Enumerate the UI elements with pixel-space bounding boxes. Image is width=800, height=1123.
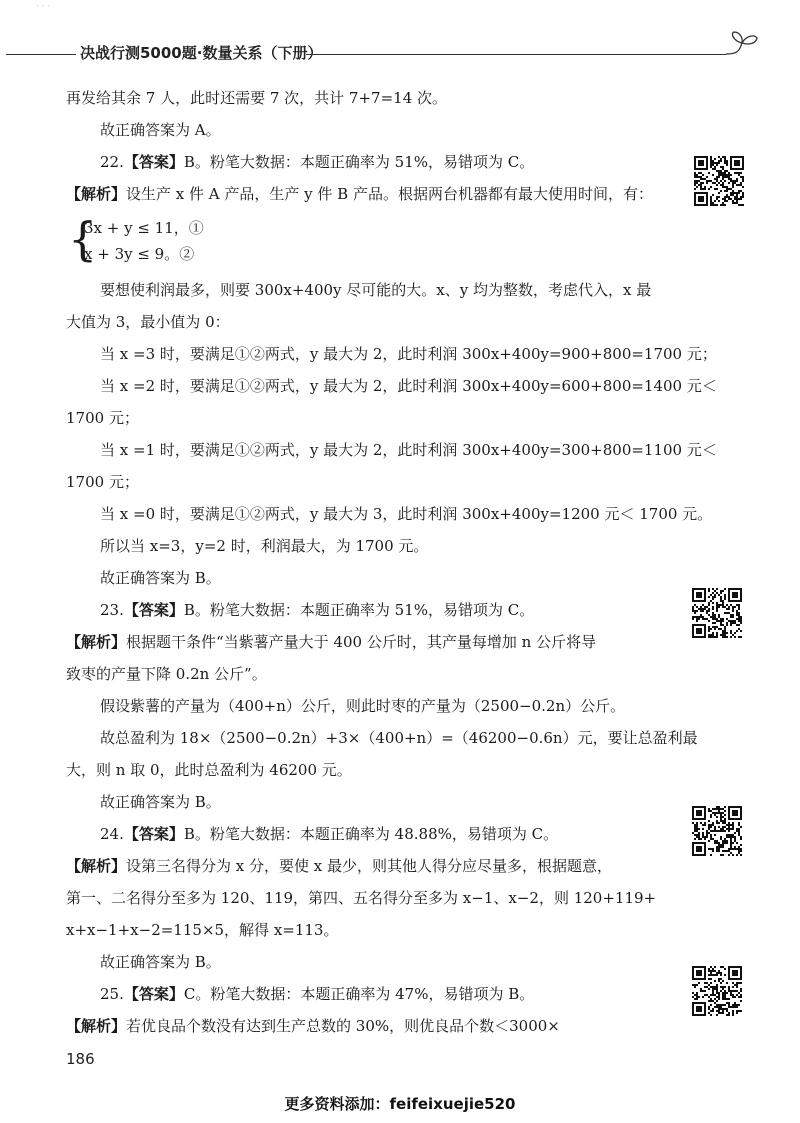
text-line: 所以当 x=3，y=2 时，利润最大，为 1700 元。: [100, 537, 429, 555]
text-line: 大值为 3，最小值为 0：: [66, 313, 230, 331]
qr-code-q24[interactable]: [692, 806, 742, 856]
conclusion-line: 故正确答案为 A。: [100, 121, 221, 139]
q23-answer: [66, 594, 666, 626]
text-line: 要想使利润最多，则要 300x+400y 尽可能的大。x、y 均为整数，考虑代入，x 最: [100, 281, 652, 299]
qr-code-q22[interactable]: [694, 156, 744, 206]
page-number: 186: [66, 1050, 95, 1068]
equation-1: 3x + y ≤ 11，①: [84, 219, 204, 237]
text-line: 当 x =2 时，要满足①②两式，y 最大为 2，此时利润 300x+400y=600+800=1400 元＜: [100, 377, 717, 395]
q24-analysis-text: 设第三名得分为 x 分，要使 x 最少，则其他人得分应尽量多，根据题意，: [126, 857, 613, 875]
text-line: 故总盈利为 18×（2500−0.2n）+3×（400+n）=（46200−0.6n）元，要让总盈利最: [100, 729, 698, 747]
qr-code-q25[interactable]: [692, 966, 742, 1016]
text-line: 当 x =0 时，要满足①②两式，y 最大为 3，此时利润 300x+400y=1200 元＜ 1700 元。: [100, 505, 713, 523]
text-line: 致枣的产量下降 0.2n 公斤”。: [66, 665, 267, 683]
text-line: 大，则 n 取 0，此时总盈利为 46200 元。: [66, 761, 352, 779]
conclusion-line: 故正确答案为 B。: [100, 953, 221, 971]
q25-analysis-text: 若优良品个数没有达到生产总数的 30%，则优良品个数＜3000×: [126, 1017, 560, 1035]
header-rule-left: [6, 54, 76, 55]
q23-number: 23.: [100, 601, 124, 619]
analysis-tag: 【解析】: [66, 185, 127, 203]
q22-answer-text: B。粉笔大数据：本题正确率为 51%，易错项为 C。: [183, 153, 535, 171]
analysis-tag: 【解析】: [66, 1017, 127, 1035]
q22-analysis: [66, 178, 666, 210]
answer-tag: 【答案】: [123, 825, 184, 843]
q25-answer: [66, 978, 666, 1010]
header-rule-right: [306, 54, 726, 55]
text-line: 1700 元；: [66, 409, 139, 427]
text-line: 假设紫薯的产量为（400+n）公斤，则此时枣的产量为（2500−0.2n）公斤。: [100, 697, 626, 715]
text-line: 第一、二名得分至多为 120、119，第四、五名得分至多为 x−1、x−2，则 120+119+: [66, 889, 657, 907]
equation-2: x + 3y ≤ 9。②: [84, 245, 195, 263]
conclusion-line: 故正确答案为 B。: [100, 569, 221, 587]
body-text: [66, 82, 717, 1042]
text-line: x+x−1+x−2=115×5，解得 x=113。: [66, 921, 339, 939]
brace-symbol: {: [68, 212, 98, 266]
running-header: [0, 30, 800, 70]
qr-code-q23[interactable]: [692, 588, 742, 638]
conclusion-line: 故正确答案为 B。: [100, 793, 221, 811]
q23-analysis: [66, 626, 666, 658]
q24-number: 24.: [100, 825, 124, 843]
q24-analysis: [66, 850, 666, 882]
q25-answer-text: C。粉笔大数据：本题正确率为 47%，易错项为 B。: [183, 985, 535, 1003]
q24-answer: [66, 818, 666, 850]
q22-analysis-text: 设生产 x 件 A 产品，生产 y 件 B 产品。根据两台机器都有最大使用时间，有：: [126, 185, 653, 203]
q25-analysis: [66, 1010, 666, 1042]
answer-tag: 【答案】: [123, 153, 184, 171]
header-title: 决战行测5000题·数量关系（下册）: [80, 44, 323, 62]
text-line: 当 x =3 时，要满足①②两式，y 最大为 2，此时利润 300x+400y=900+800=1700 元；: [100, 345, 717, 363]
q24-answer-text: B。粉笔大数据：本题正确率为 48.88%，易错项为 C。: [183, 825, 559, 843]
footer-note: 更多资料添加：feifeixuejie520: [284, 1095, 516, 1113]
text-line: 再发给其余 7 人，此时还需要 7 次，共计 7+7=14 次。: [66, 89, 448, 107]
text-line: 当 x =1 时，要满足①②两式，y 最大为 2，此时利润 300x+400y=300+800=1100 元＜: [100, 441, 717, 459]
analysis-tag: 【解析】: [66, 633, 127, 651]
q22-answer: [66, 146, 666, 178]
answer-tag: 【答案】: [123, 985, 184, 1003]
text-line: 1700 元；: [66, 473, 139, 491]
q22-number: 22.: [100, 153, 124, 171]
q25-number: 25.: [100, 985, 124, 1003]
scan-mark: · · ·: [36, 2, 51, 12]
q23-answer-text: B。粉笔大数据：本题正确率为 51%，易错项为 C。: [183, 601, 535, 619]
q23-analysis-text: 根据题干条件“当紫薯产量大于 400 公斤时，其产量每增加 n 公斤将导: [126, 633, 597, 651]
sprout-icon: [722, 30, 762, 60]
equation-system: [66, 210, 666, 274]
analysis-tag: 【解析】: [66, 857, 127, 875]
answer-tag: 【答案】: [123, 601, 184, 619]
